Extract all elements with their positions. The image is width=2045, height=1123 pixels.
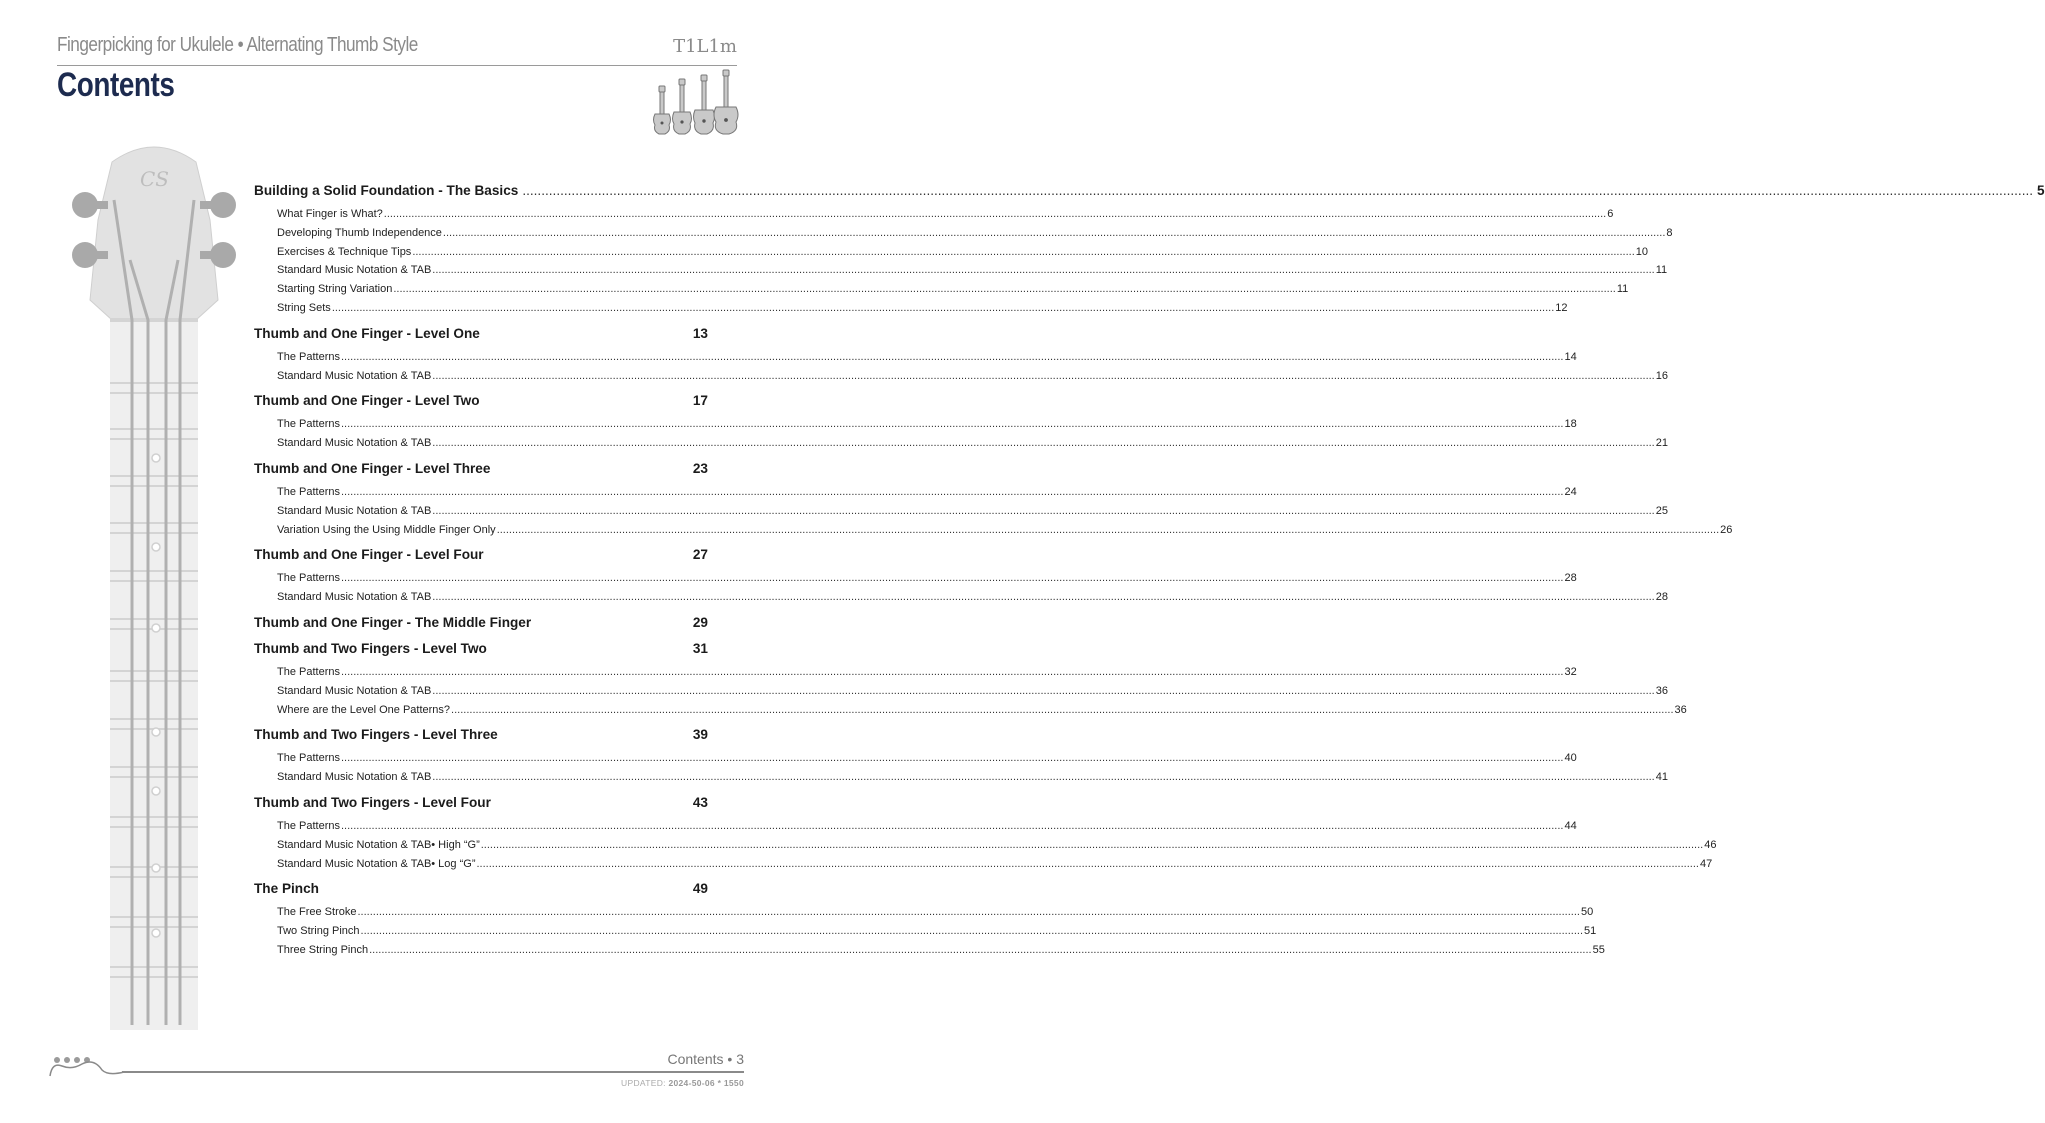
- toc-leader-dots: ................................................................................................................................................................................................................................................................................................................................................................................................................: [432, 369, 1655, 382]
- toc-entry[interactable]: [277, 245, 1649, 265]
- toc-entry-page: 44: [1564, 819, 1577, 832]
- toc-section-page: 31: [692, 640, 708, 656]
- toc-entry-title: Standard Music Notation & TAB: [277, 684, 432, 697]
- updated-label: UPDATED:: [621, 1078, 666, 1088]
- toc-leader-dots: ................................................................................................................................................................................................................................................................................................................................................................................................................: [360, 925, 1584, 938]
- toc-entry[interactable]: [277, 572, 1577, 591]
- toc-entry[interactable]: [277, 504, 1668, 524]
- toc-entry-page: 28: [1655, 591, 1668, 604]
- toc-subsection-list: [254, 350, 1668, 389]
- toc-section-title: Thumb and One Finger - Level Four: [254, 547, 484, 563]
- toc-section-page: 29: [692, 614, 708, 630]
- toc-entry-title: Standard Music Notation & TAB: [277, 369, 432, 382]
- toc-leader-dots: ................................................................................................................................................................................................................................................................................................................................................................................................................: [340, 418, 1564, 431]
- toc-entry[interactable]: [277, 857, 1713, 877]
- toc-entry[interactable]: [277, 208, 1614, 227]
- toc-subsection-list: [254, 485, 1733, 542]
- toc-entry[interactable]: [277, 485, 1577, 505]
- toc-entry-page: 47: [1699, 857, 1713, 870]
- toc-entry-title: Three String Pinch: [277, 943, 369, 956]
- toc-section-page: 49: [692, 881, 708, 897]
- toc-leader-dots: ................................................................................................................................................................................................................................................................................................................................................................................................................: [393, 283, 1616, 296]
- toc-entry-page: 14: [1564, 350, 1577, 363]
- toc-section[interactable]: [254, 727, 708, 749]
- toc-entry-page: 18: [1564, 418, 1577, 431]
- toc-section-title: Thumb and Two Fingers - Level Three: [254, 727, 498, 743]
- toc-section[interactable]: [254, 183, 2045, 205]
- toc-section-page: 27: [692, 547, 708, 563]
- toc-leader-dots: ................................................................................................................................................................................................................................................................................................................................................................................................................: [340, 819, 1564, 832]
- toc-section-title: Thumb and One Finger - Level Two: [254, 393, 480, 409]
- toc-entry[interactable]: [277, 684, 1668, 704]
- toc-leader-dots: ................................................................................................................................................................................................................................................................................................................................................................................................................: [451, 703, 1674, 716]
- toc-entry-title: Starting String Variation: [277, 283, 393, 296]
- toc-entry[interactable]: [277, 819, 1577, 839]
- toc-entry[interactable]: [277, 301, 1568, 321]
- toc-entry-title: The Patterns: [277, 418, 340, 431]
- toc-entry-page: 12: [1555, 301, 1568, 314]
- toc-entry-page: 21: [1655, 437, 1668, 450]
- toc-entry-page: 8: [1666, 226, 1673, 239]
- ukulele-family-icon: [650, 70, 740, 138]
- toc-entry-title: The Patterns: [277, 819, 340, 832]
- toc-entry[interactable]: [277, 925, 1597, 944]
- footer-ornament-curve: [46, 1056, 126, 1080]
- toc-entry[interactable]: [277, 369, 1668, 389]
- updated-stamp: [621, 1078, 744, 1088]
- toc-entry-title: Variation Using the Using Middle Finger Only: [277, 523, 496, 536]
- toc-entry[interactable]: [277, 703, 1687, 723]
- toc-leader-dots: ................................................................................................................................................................................................................................................................................................................................................................................................................: [476, 857, 1699, 870]
- toc-section-page: 17: [692, 393, 708, 409]
- toc-leader-dots: ................................................................................................................................................................................................................................................................................................................................................................................................................: [432, 504, 1655, 517]
- toc-leader-dots: ................................................................................................................................................................................................................................................................................................................................................................................................................: [432, 684, 1655, 697]
- toc-entry-page: 24: [1564, 485, 1577, 498]
- toc-entry-title: Standard Music Notation & TAB• High “G”: [277, 838, 480, 851]
- toc-leader-dots: ................................................................................................................................................................................................................................................................................................................................................................................................................: [383, 208, 1607, 220]
- toc-entry-page: 11: [1616, 283, 1629, 296]
- toc-section-page: 13: [692, 325, 708, 341]
- toc-leader-dots: ................................................................................................................................................................................................................................................................................................................................................................................................................: [340, 752, 1564, 765]
- toc-entry-title: String Sets: [277, 301, 331, 314]
- toc-entry-page: 51: [1584, 925, 1597, 938]
- updated-value: 2024-50-06 * 1550: [668, 1078, 744, 1088]
- toc-leader-dots: ................................................................................................................................................................................................................................................................................................................................................................................................................: [432, 591, 1655, 604]
- headstock-logo: CS: [140, 167, 170, 191]
- toc-section-page: 39: [692, 727, 708, 743]
- toc-entry-title: The Patterns: [277, 572, 340, 585]
- toc-entry[interactable]: [277, 283, 1629, 302]
- toc-leader-dots: ................................................................................................................................................................................................................................................................................................................................................................................................................: [480, 838, 1704, 851]
- toc-leader-dots: ................................................................................................................................................................................................................................................................................................................................................................................................................: [331, 301, 1555, 314]
- toc-entry[interactable]: [277, 226, 1673, 246]
- toc-entry-page: 25: [1655, 504, 1668, 517]
- toc-entry-page: 36: [1674, 703, 1687, 716]
- toc-entry[interactable]: [277, 437, 1668, 456]
- toc-entry[interactable]: [277, 418, 1577, 437]
- toc-entry-title: Developing Thumb Independence: [277, 226, 442, 239]
- toc-entry-page: 36: [1655, 684, 1668, 697]
- toc-entry[interactable]: [277, 665, 1577, 685]
- toc-subsection-list: [254, 665, 1687, 722]
- toc-entry[interactable]: [277, 523, 1733, 543]
- toc-entry-title: What Finger is What?: [277, 208, 383, 220]
- toc-entry-title: The Patterns: [277, 752, 340, 765]
- document-code: T1L1m: [673, 36, 737, 57]
- toc-leader-dots: ................................................................................................................................................................................................................................................................................................................................................................................................................: [432, 264, 1655, 277]
- book-title: Fingerpicking for Ukulele • Alternating Thumb Style: [57, 34, 418, 56]
- toc-subsection-list: [254, 418, 1668, 456]
- toc-leader-dots: ................................................................................................................................................................................................................................................................................................................................................................................................................: [432, 771, 1655, 784]
- toc-entry[interactable]: [277, 906, 1594, 925]
- toc-entry[interactable]: [277, 943, 1605, 963]
- footer-divider: [122, 1071, 744, 1073]
- toc-section-title: Thumb and One Finger - The Middle Finger: [254, 614, 532, 630]
- toc-entry-title: Where are the Level One Patterns?: [277, 703, 451, 716]
- table-of-contents: [254, 183, 2045, 968]
- toc-entry-page: 40: [1564, 752, 1577, 765]
- toc-entry-page: 28: [1564, 572, 1577, 585]
- toc-entry-page: 46: [1704, 838, 1717, 851]
- toc-entry-title: Two String Pinch: [277, 925, 360, 938]
- toc-leader-dots: ................................................................................................................................................................................................................................................................................................................................................................................................................: [369, 943, 1592, 956]
- toc-leader-dots: ................................................................................................................................................................................................................................................................................................................................................................................................................: [432, 437, 1655, 450]
- toc-entry[interactable]: [277, 752, 1577, 771]
- toc-entry-page: 10: [1635, 245, 1649, 258]
- toc-entry[interactable]: [277, 838, 1717, 858]
- toc-entry-page: 26: [1720, 523, 1733, 536]
- toc-subsection-list: [254, 906, 1605, 962]
- toc-leader-dots: ................................................................................................................................................................................................................................................................................................................................................................................................................: [496, 523, 1720, 536]
- toc-subsection-list: [254, 208, 1673, 321]
- toc-entry[interactable]: [277, 771, 1668, 790]
- toc-section-title: The Pinch: [254, 881, 319, 897]
- toc-entry-page: 6: [1607, 208, 1614, 220]
- toc-entry-title: Standard Music Notation & TAB: [277, 437, 432, 450]
- toc-section-title: Thumb and One Finger - Level One: [254, 325, 480, 341]
- toc-section-page: 23: [692, 460, 708, 476]
- toc-section[interactable]: [254, 881, 708, 903]
- toc-entry-title: The Patterns: [277, 485, 340, 498]
- ukulele-neck-illustration: [68, 140, 240, 1030]
- toc-entry-title: Standard Music Notation & TAB: [277, 591, 432, 604]
- page-number-label: Contents • 3: [667, 1051, 744, 1067]
- toc-subsection-list: [254, 819, 1717, 876]
- toc-entry-title: Standard Music Notation & TAB: [277, 264, 432, 277]
- toc-entry-title: The Free Stroke: [277, 906, 357, 919]
- toc-entry[interactable]: [277, 264, 1668, 283]
- toc-section[interactable]: [254, 461, 708, 483]
- toc-entry-page: 11: [1655, 264, 1668, 277]
- toc-section[interactable]: [254, 795, 708, 817]
- toc-section-page: 5: [2037, 183, 2045, 198]
- toc-section[interactable]: [254, 615, 708, 637]
- page-title: Contents: [57, 66, 175, 104]
- toc-entry-page: 32: [1564, 665, 1577, 678]
- toc-entry-title: The Patterns: [277, 350, 340, 363]
- toc-entry[interactable]: [277, 350, 1577, 370]
- toc-entry-page: 50: [1580, 906, 1594, 919]
- toc-entry-page: 16: [1655, 369, 1668, 382]
- toc-leader-dots: ................................................................................................................................................................................................................................................................................................................................................................................................................: [412, 245, 1635, 258]
- toc-section-title: Building a Solid Foundation - The Basics: [254, 183, 519, 198]
- toc-leader-dots: ................................................................................................................................................................................................................................................................................................................................................................................................................: [340, 665, 1564, 678]
- toc-entry-title: Standard Music Notation & TAB• Log “G”: [277, 857, 476, 870]
- toc-entry-title: The Patterns: [277, 665, 340, 678]
- toc-entry-title: Exercises & Technique Tips: [277, 245, 412, 258]
- toc-subsection-list: [254, 572, 1668, 610]
- toc-leader-dots: ................................................................................................................................................................................................................................................................................................................................................................................................................: [442, 226, 1666, 239]
- toc-section[interactable]: [254, 326, 708, 348]
- toc-leader-dots: ................................................................................................................................................................................................................................................................................................................................................................................................................: [522, 183, 2034, 198]
- toc-entry-title: Standard Music Notation & TAB: [277, 504, 432, 517]
- toc-leader-dots: ................................................................................................................................................................................................................................................................................................................................................................................................................: [357, 906, 1580, 919]
- toc-entry-page: 55: [1592, 943, 1605, 956]
- toc-leader-dots: ................................................................................................................................................................................................................................................................................................................................................................................................................: [340, 572, 1564, 585]
- toc-section[interactable]: [254, 393, 708, 415]
- toc-section-title: Thumb and Two Fingers - Level Two: [254, 640, 487, 656]
- toc-section[interactable]: [254, 547, 708, 569]
- toc-section-title: Thumb and One Finger - Level Three: [254, 460, 491, 476]
- toc-section-page: 43: [692, 794, 708, 810]
- toc-entry-page: 41: [1655, 771, 1668, 784]
- toc-leader-dots: ................................................................................................................................................................................................................................................................................................................................................................................................................: [340, 485, 1564, 498]
- toc-leader-dots: ................................................................................................................................................................................................................................................................................................................................................................................................................: [340, 350, 1564, 363]
- toc-section[interactable]: [254, 641, 708, 663]
- toc-entry-title: Standard Music Notation & TAB: [277, 771, 432, 784]
- toc-entry[interactable]: [277, 591, 1668, 610]
- toc-subsection-list: [254, 752, 1668, 790]
- toc-section-title: Thumb and Two Fingers - Level Four: [254, 794, 491, 810]
